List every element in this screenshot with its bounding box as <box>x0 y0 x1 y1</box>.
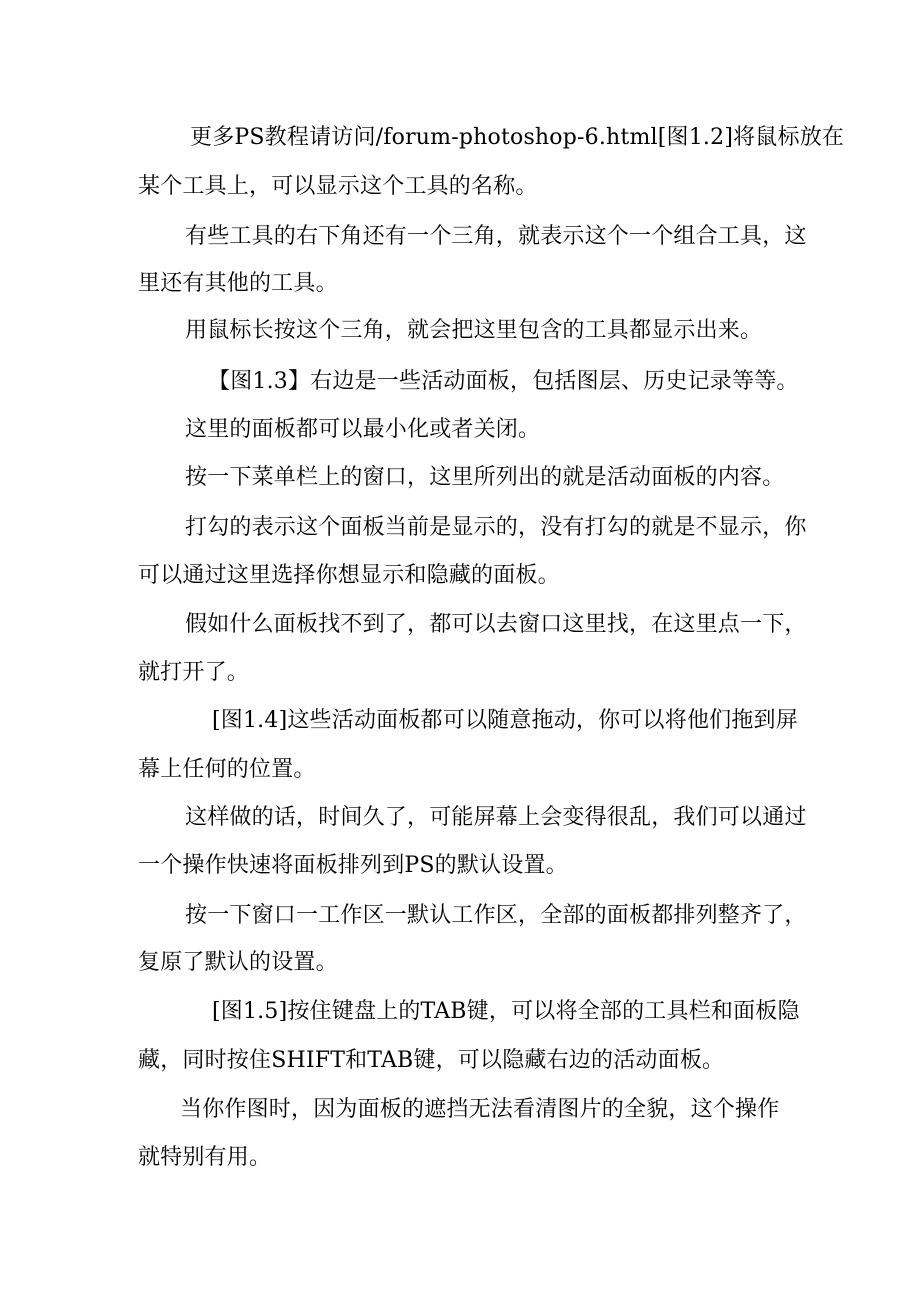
paragraph-line: 这里的面板都可以最小化或者关闭。 <box>185 417 541 442</box>
paragraph-line: 打勾的表示这个面板当前是显示的，没有打勾的就是不显示，你 <box>185 515 807 540</box>
paragraph-line: 藏，同时按住SHIFT和TAB键，可以隐藏右边的活动面板。 <box>138 1048 725 1073</box>
paragraph-line: 幕上任何的位置。 <box>138 757 316 782</box>
paragraph-line: 假如什么面板找不到了，都可以去窗口这里找，在这里点一下， <box>185 612 807 637</box>
paragraph-line: 【图1.3】右边是一些活动面板，包括图层、历史记录等等。 <box>208 369 799 394</box>
paragraph-line: 可以通过这里选择你想显示和隐藏的面板。 <box>138 563 560 588</box>
paragraph-line: 更多PS教程请访问/forum-photoshop-6.html[图1.2]将鼠标放在 <box>190 125 845 150</box>
paragraph-line: 就打开了。 <box>138 660 250 685</box>
paragraph-line: 某个工具上，可以显示这个工具的名称。 <box>138 174 538 199</box>
paragraph-line: 按一下菜单栏上的窗口，这里所列出的就是活动面板的内容。 <box>185 465 785 490</box>
paragraph-line: 按一下窗口一工作区一默认工作区，全部的面板都排列整齐了， <box>185 903 807 928</box>
paragraph-line: 有些工具的右下角还有一个三角，就表示这个一个组合工具，这 <box>185 224 807 249</box>
paragraph-line: 里还有其他的工具。 <box>138 271 338 296</box>
paragraph-line: 复原了默认的设置。 <box>138 950 338 975</box>
paragraph-line: 一个操作快速将面板排列到PS的默认设置。 <box>138 853 568 878</box>
paragraph-line: 用鼠标长按这个三角，就会把这里包含的工具都显示出来。 <box>185 318 763 343</box>
paragraph-line: [图1.5]按住键盘上的TAB键，可以将全部的工具栏和面板隐 <box>212 999 800 1024</box>
paragraph-line: [图1.4]这些活动面板都可以随意拖动，你可以将他们拖到屏 <box>212 708 798 733</box>
paragraph-line: 这样做的话，时间久了，可能屏幕上会变得很乱，我们可以通过 <box>185 805 807 830</box>
paragraph-line: 就特别有用。 <box>138 1145 272 1170</box>
paragraph-line: 当你作图时，因为面板的遮挡无法看清图片的全貌，这个操作 <box>180 1097 780 1122</box>
